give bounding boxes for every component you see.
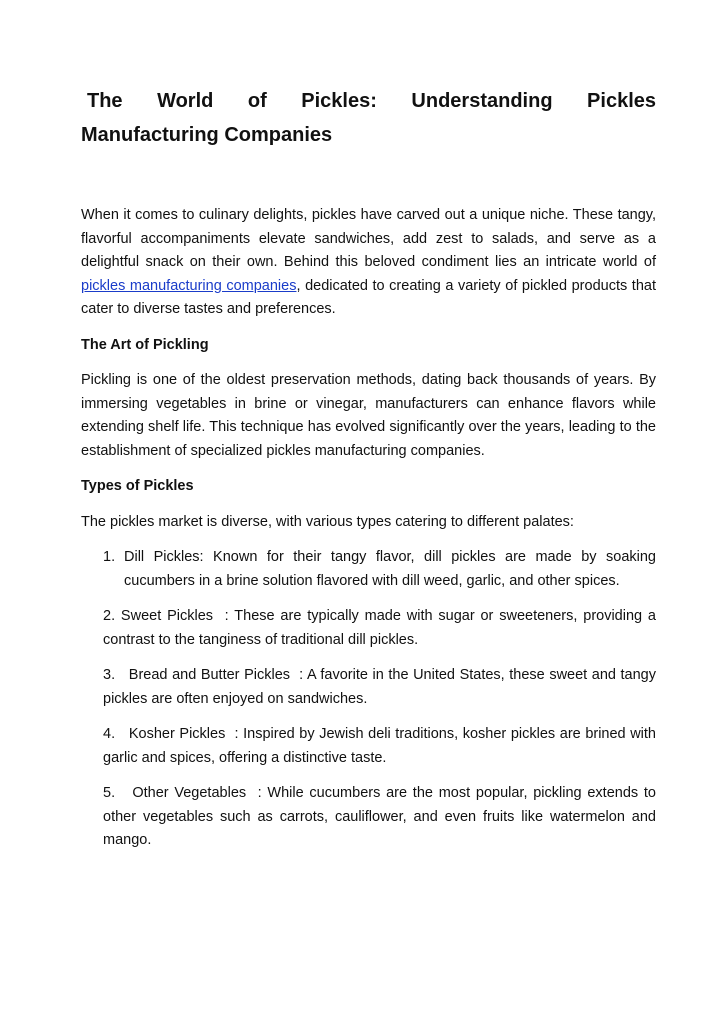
section-heading-art-of-pickling: The Art of Pickling [81,336,209,353]
page-title-line-1: The World of Pickles: Understanding Pickles [87,90,656,112]
list-item [103,546,656,593]
pickles-manufacturing-companies-link[interactable]: pickles manufacturing companies [81,277,297,294]
intro-text-after-link: , dedicated to creating a variety of pickled products that cater to diverse tastes and preferences. [81,277,656,317]
page-title [81,84,656,152]
page-title-line-2: Manufacturing Companies [81,124,333,146]
intro-paragraph [81,204,656,322]
list-item-text: Dill Pickles: Known for their tangy flavor, dill pickles are made by soaking cucumbers in a brine solution flavored with dill weed, garlic, and other spices. [124,549,656,589]
section-paragraph-types-intro: The pickles market is diverse, with various types catering to different palates: [81,513,574,530]
section-heading-types-of-pickles: Types of Pickles [81,478,194,494]
list-item: 3. Bread and Butter Pickles : A favorite in the United States, these sweet and tangy pickles are often enjoyed on sandwiches. [103,667,661,707]
list-item: 5. Other Vegetables : While cucumbers are the most popular, pickling extends to other vegetables such as carrots, cauliflower, and even fruits like watermelon and mango. [103,785,661,848]
section-paragraph-art-of-pickling: Pickling is one of the oldest preservation methods, dating back thousands of years. By immersing vegetables in brine or vinegar, manufacturers can enhance flavors while extending shelf life. This technique has evolved significantly over the years, leading to the establishment of specialized pickles manufacturing companies. [81,372,656,459]
intro-text-before-link: When it comes to culinary delights, pickles have carved out a unique niche. These tangy, flavorful accompaniments elevate sandwiches, add zest to salads, and serve as a delightful snack on their own. Behind this beloved condiment lies an intricate world of [81,207,656,270]
list-item: 2. Sweet Pickles : These are typically made with sugar or sweeteners, providing a contrast to the tanginess of traditional dill pickles. [103,608,661,648]
list-item: 4. Kosher Pickles : Inspired by Jewish deli traditions, kosher pickles are brined with garlic and spices, offering a distinctive taste. [103,726,661,766]
list-item-number: 1. [103,549,116,565]
